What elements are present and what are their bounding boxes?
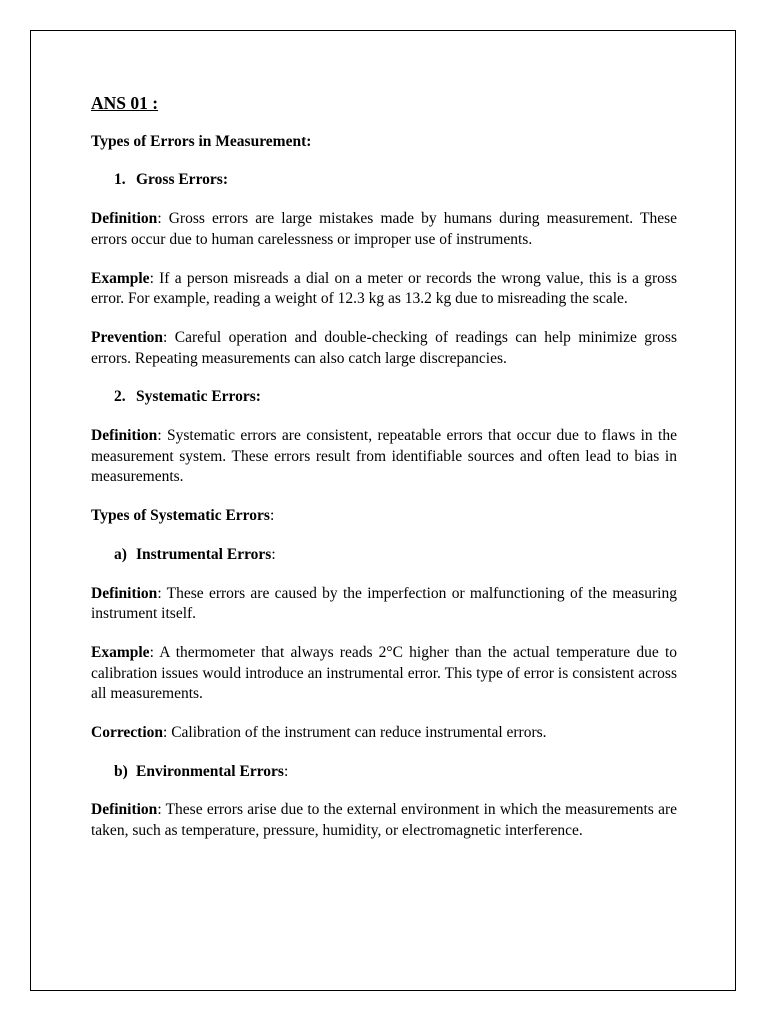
correction-label: Correction bbox=[91, 724, 164, 742]
list-letter: a) bbox=[114, 545, 127, 563]
document-body bbox=[91, 93, 677, 860]
example-text: : If a person misreads a dial on a meter or records the wrong value, this is a gross error. For example, reading a weight of 12.3 kg as 13.2 kg due to misreading the scale. bbox=[91, 269, 677, 308]
gross-example bbox=[91, 269, 677, 310]
definition-text: : These errors arise due to the external environment in which the measurements are taken, such as temperature, pressure, humidity, or electromagnetic interference. bbox=[91, 801, 677, 840]
document-page bbox=[30, 30, 736, 991]
systematic-types-heading bbox=[91, 506, 677, 527]
environmental-definition bbox=[91, 800, 677, 841]
list-number: 1. bbox=[114, 171, 126, 189]
environmental-errors-title: Environmental Errors bbox=[136, 762, 284, 780]
prevention-label: Prevention bbox=[91, 328, 164, 346]
answer-heading: ANS 01 : bbox=[91, 93, 159, 113]
instrumental-example bbox=[91, 643, 677, 705]
environmental-errors-heading bbox=[91, 762, 677, 783]
instrumental-errors-title: Instrumental Errors bbox=[136, 545, 272, 563]
gross-errors-heading bbox=[91, 170, 677, 191]
definition-label: Definition bbox=[91, 584, 158, 602]
types-suffix: : bbox=[269, 507, 275, 525]
example-label: Example bbox=[91, 643, 150, 661]
systematic-errors-title: Systematic Errors: bbox=[136, 388, 261, 406]
list-letter: b) bbox=[114, 762, 128, 780]
types-label: Types of Systematic Errors bbox=[91, 507, 270, 525]
example-text: : A thermometer that always reads 2°C higher than the actual temperature due to calibration issues would introduce an instrumental error. This type of error is consistent across all measurements. bbox=[91, 643, 677, 703]
instrumental-errors-heading bbox=[91, 545, 677, 566]
definition-text: : Systematic errors are consistent, repeatable errors that occur due to flaws in the measurement system. These errors result from identifiable sources and often lead to bias in measurements. bbox=[91, 427, 677, 486]
instrumental-definition bbox=[91, 584, 677, 625]
heading-suffix: : bbox=[271, 545, 276, 563]
example-label: Example bbox=[91, 269, 150, 287]
prevention-text: : Careful operation and double-checking of readings can help minimize gross errors. Repeating measurements can also catch large discrepancies. bbox=[91, 328, 677, 367]
systematic-errors-heading bbox=[91, 387, 677, 408]
gross-prevention bbox=[91, 328, 677, 369]
heading-suffix: : bbox=[283, 762, 289, 780]
gross-errors-title: Gross Errors: bbox=[136, 171, 228, 189]
correction-text: : Calibration of the instrument can reduce instrumental errors. bbox=[163, 724, 547, 742]
instrumental-correction bbox=[91, 723, 677, 744]
list-number: 2. bbox=[114, 388, 126, 406]
definition-text: : Gross errors are large mistakes made by humans during measurement. These errors occur due to human carelessness or improper use of instruments. bbox=[91, 210, 677, 248]
definition-label: Definition bbox=[91, 801, 158, 819]
gross-definition bbox=[91, 209, 677, 250]
definition-text: : These errors are caused by the imperfection or malfunctioning of the measuring instrument itself. bbox=[91, 584, 677, 623]
section-title: Types of Errors in Measurement: bbox=[91, 132, 312, 150]
systematic-definition bbox=[91, 426, 677, 488]
definition-label: Definition bbox=[91, 427, 158, 445]
definition-label: Definition bbox=[91, 210, 158, 228]
